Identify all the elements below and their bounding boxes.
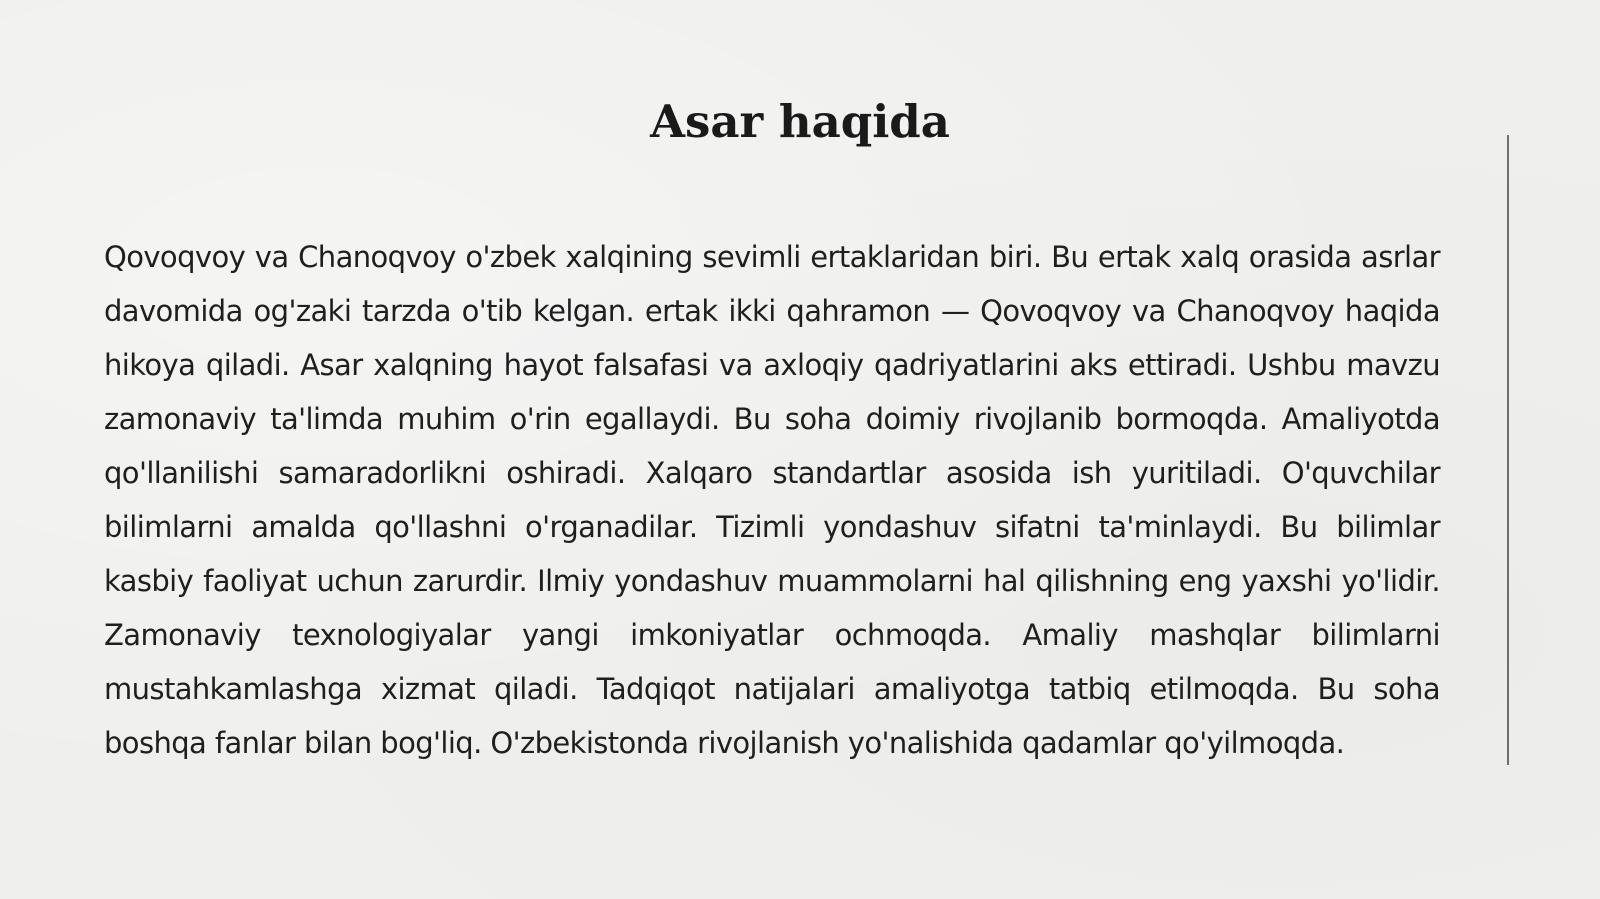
vertical-divider (1507, 135, 1509, 765)
slide-title: Asar haqida (650, 95, 950, 148)
slide-body-text: Qovoqvoy va Chanoqvoy o'zbek xalqining sevimli ertaklaridan biri. Bu ertak xalq orasida asrlar davomida og'zaki tarzda o'tib kelgan. ertak ikki qahramon — Qovoqvoy va Chanoqvoy haqida hikoya qiladi. Asar xalqning hayot falsafasi va axloqiy qadriyatlarini aks ettiradi. Ushbu mavzu zamonaviy ta'limda muhim o'rin egallaydi. Bu soha doimiy rivojlanib bormoqda. Amaliyotda qo'llanilishi samaradorlikni oshiradi. Xalqaro standartlar asosida ish yuritiladi. O'quvchilar bilimlarni amalda qo'llashni o'rganadilar. Tizimli yondashuv sifatni ta'minlaydi. Bu bilimlar kasbiy faoliyat uchun zarurdir. Ilmiy yondashuv muammolarni hal qilishning eng yaxshi yo'lidir. Zamonaviy texnologiyalar yangi imkoniyatlar ochmoqda. Amaliy mashqlar bilimlarni mustahkamlashga xizmat qiladi. Tadqiqot natijalari amaliyotga tatbiq etilmoqda. Bu soha boshqa fanlar bilan bog'liq. O'zbekistonda rivojlanish yo'nalishida qadamlar qo'yilmoqda. (104, 240, 1440, 760)
